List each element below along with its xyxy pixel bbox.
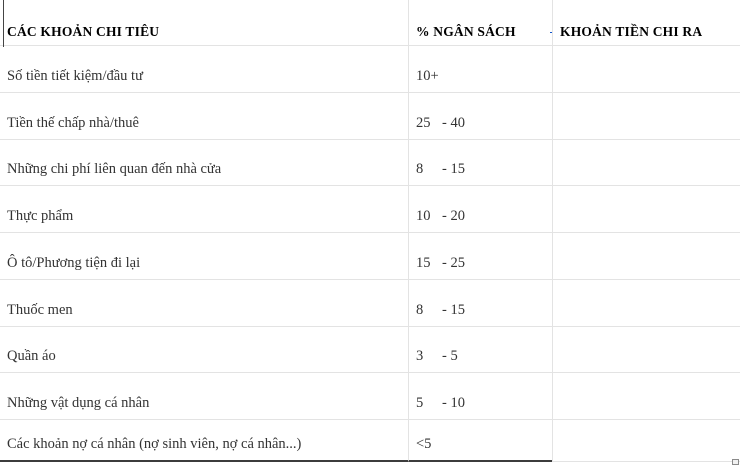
percent-value: 5 [416,395,424,411]
percent-range: - 10 [442,395,465,411]
header-cell-amount-spent[interactable] [552,0,740,46]
percent-range: - 15 [442,161,465,177]
amount-cell[interactable] [552,420,740,462]
category-cell[interactable] [0,373,408,420]
category-cell[interactable] [0,93,408,140]
category-label: Các khoản nợ cá nhân (nợ sinh viên, nợ cá nhân...) [7,436,302,452]
percent-value: 10+ [416,68,439,84]
category-label: Ô tô/Phương tiện đi lại [7,255,141,271]
percent-value: <5 [416,436,432,452]
amount-cell[interactable] [552,46,740,93]
percent-cell[interactable] [408,233,552,280]
category-label: Số tiền tiết kiệm/đầu tư [7,68,143,84]
category-label: Thực phẩm [7,208,74,224]
amount-cell[interactable] [552,93,740,140]
header-label-categories: CÁC KHOẢN CHI TIÊU [7,24,160,39]
category-cell[interactable] [0,420,408,462]
percent-cell[interactable] [408,420,552,462]
percent-value: 8 [416,161,424,177]
table-row [0,93,740,140]
amount-cell[interactable] [552,280,740,327]
category-cell[interactable] [0,280,408,327]
percent-value: 10 [416,208,431,224]
percent-value: 15 [416,255,431,271]
header-label-percent-budget: % NGÂN SÁCH [416,24,516,39]
percent-cell[interactable] [408,280,552,327]
category-label: Tiền thế chấp nhà/thuê [7,115,139,131]
amount-cell[interactable] [552,186,740,233]
percent-range: - 20 [442,208,465,224]
category-label: Thuốc men [7,302,73,318]
percent-range: - 40 [442,115,465,131]
percent-cell[interactable] [408,373,552,420]
category-label: Những chi phí liên quan đến nhà cửa [7,161,222,177]
header-cell-percent-budget[interactable] [408,0,552,46]
percent-range: - 25 [442,255,465,271]
table-header-row [0,0,740,46]
category-cell[interactable] [0,140,408,186]
percent-cell[interactable] [408,93,552,140]
table-resize-handle[interactable] [732,459,739,465]
category-cell[interactable] [0,46,408,93]
table-row [0,186,740,233]
category-cell[interactable] [0,186,408,233]
percent-cell[interactable] [408,46,552,93]
header-label-amount-spent: KHOẢN TIỀN CHI RA [560,24,703,39]
table-row [0,420,740,462]
amount-cell[interactable] [552,373,740,420]
percent-value: 8 [416,302,424,318]
percent-range: - 15 [442,302,465,318]
table-row [0,46,740,93]
percent-value: 25 [416,115,431,131]
table-row [0,233,740,280]
table-row [0,280,740,327]
category-label: Quần áo [7,348,56,364]
percent-value: 3 [416,348,424,364]
table-row [0,140,740,186]
text-cursor [3,0,4,47]
header-cell-categories[interactable] [0,0,408,46]
amount-cell[interactable] [552,140,740,186]
category-cell[interactable] [0,233,408,280]
percent-cell[interactable] [408,186,552,233]
percent-cell[interactable] [408,327,552,373]
table-row [0,373,740,420]
amount-cell[interactable] [552,233,740,280]
table-row [0,327,740,373]
amount-cell[interactable] [552,327,740,373]
percent-range: - 5 [442,348,458,364]
category-cell[interactable] [0,327,408,373]
category-label: Những vật dụng cá nhân [7,395,150,411]
percent-cell[interactable] [408,140,552,186]
